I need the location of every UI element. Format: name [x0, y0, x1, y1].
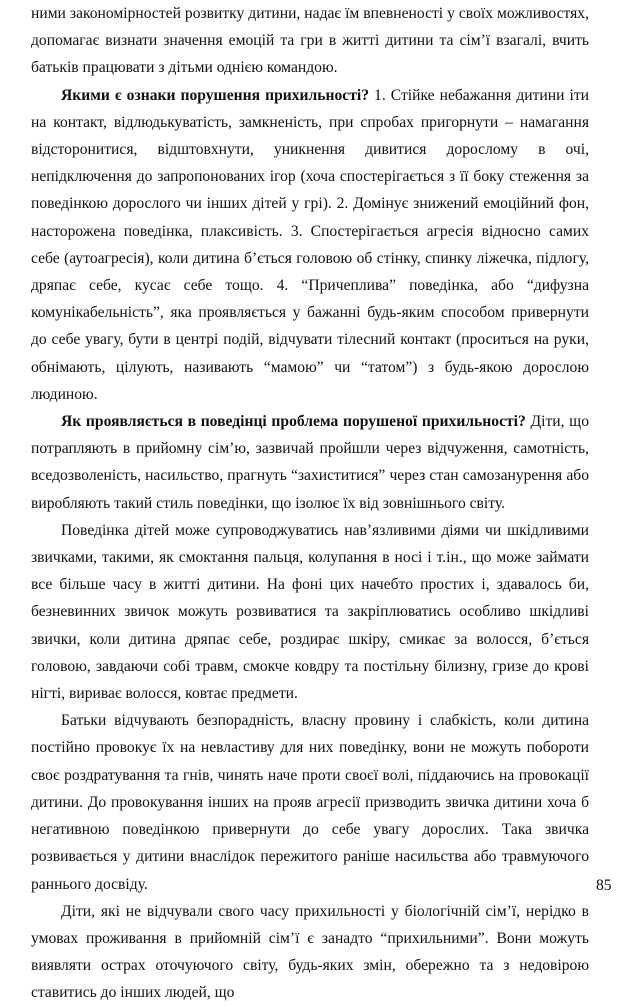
paragraph-children-attachment: [31, 898, 589, 1007]
paragraph-text: Діти, які не відчували свого часу прихильності у біологічній сім’ї, нерідко в умовах проживання в прийомній сім’ї є занадто “прихильними”. Вони можуть виявляти острах оточуючого світу, будь-яких змін, обережно та з недовірою ставитись до інших людей, що: [31, 902, 589, 1002]
body-text: [31, 0, 589, 1007]
paragraph-habits: [31, 517, 589, 707]
paragraph-behavior-problem: [31, 408, 589, 517]
paragraph-text: Поведінка дітей може супроводжуватись нав’язливими діями чи шкідливими звичками, такими, як смоктання пальця, колупання в носі і т.ін., що може займати все більше часу в житті дитини. На фоні цих начебто простих і, здавалось би, безневинних звичок можуть розвиватися та закріплюватись особливо шкідливі звички, коли дитина дряпає себе, роздирає шкіру, смикає за волосся, б’ється головою, завдаючи собі травм, смокче ковдру та постільну білизну, гризе до крові нігті, вириває волосся, ковтає предмети.: [31, 521, 589, 703]
paragraph-text: 1. Стійке небажання дитини іти на контакт, відлюдькуватість, замкненість, при спробах пригорнути – намагання відсторонитися, відштовхнути, уникнення дивитися дорослому в очі, непідключення до запропонованих ігор (хоча спостерігається з її боку стеження за поведінкою дорослого чи інших дітей у грі). 2. Домінує знижений емоційний фон, насторожена поведінка, плаксивість. 3. Спостерігається агресія відносно самих себе (аутоагресія), коли дитина б’ється головою об стінку, спинку ліжечка, підлогу, дряпає себе, кусає себе тощо. 4. “Причеплива” поведінка, або “дифузна комунікабельність”, яка проявляється у бажанні будь-яким способом привернути до себе увагу, бути в центрі подій, відчувати тілесний контакт (проситься на руки, обнімають, цілують, називають “мамою” чи “татом”) з будь-якою дорослою людиною.: [31, 86, 589, 403]
paragraph-heading: Як проявляється в поведінці проблема порушеної прихильності?: [61, 413, 526, 431]
paragraph-continuation: [31, 0, 589, 82]
paragraph-text: Батьки відчувають безпорадність, власну провину і слабкість, коли дитина постійно провокує їх на невластиву для них поведінку, вони не можуть побороти своє роздратування та гнів, чинять наче проти своєї волі, піддаючись на провокації дитини. До провокування інших на прояв агресії призводить звичка дитини хоча б негативною поведінкою привернути до себе увагу дорослих. Така звичка розвивається у дитини внаслідок пережитого раніше насильства або травмуючого раннього досвіду.: [31, 712, 589, 893]
paragraph-text: ними закономірностей розвитку дитини, надає їм впевненості у своїх можливостях, допомагає визнати значення емоцій та гри в житті дитини та сім’ї взагалі, вчить батьків працювати з дітьми однією командою.: [31, 5, 589, 77]
page-number: 85: [596, 877, 612, 894]
paragraph-attachment-signs: [31, 82, 589, 408]
paragraph-text: Діти, що потрапляють в прийомну сім’ю, зазвичай пройшли через відчуження, самотність, вседозволеність, насильство, прагнуть “захиститися” через стан самозанурення або виробляють такий стиль поведінки, що ізолює їх від зовнішнього світу.: [31, 413, 589, 512]
paragraph-heading: Якими є ознаки порушення прихильності?: [61, 86, 369, 104]
paragraph-parents: [31, 707, 589, 897]
